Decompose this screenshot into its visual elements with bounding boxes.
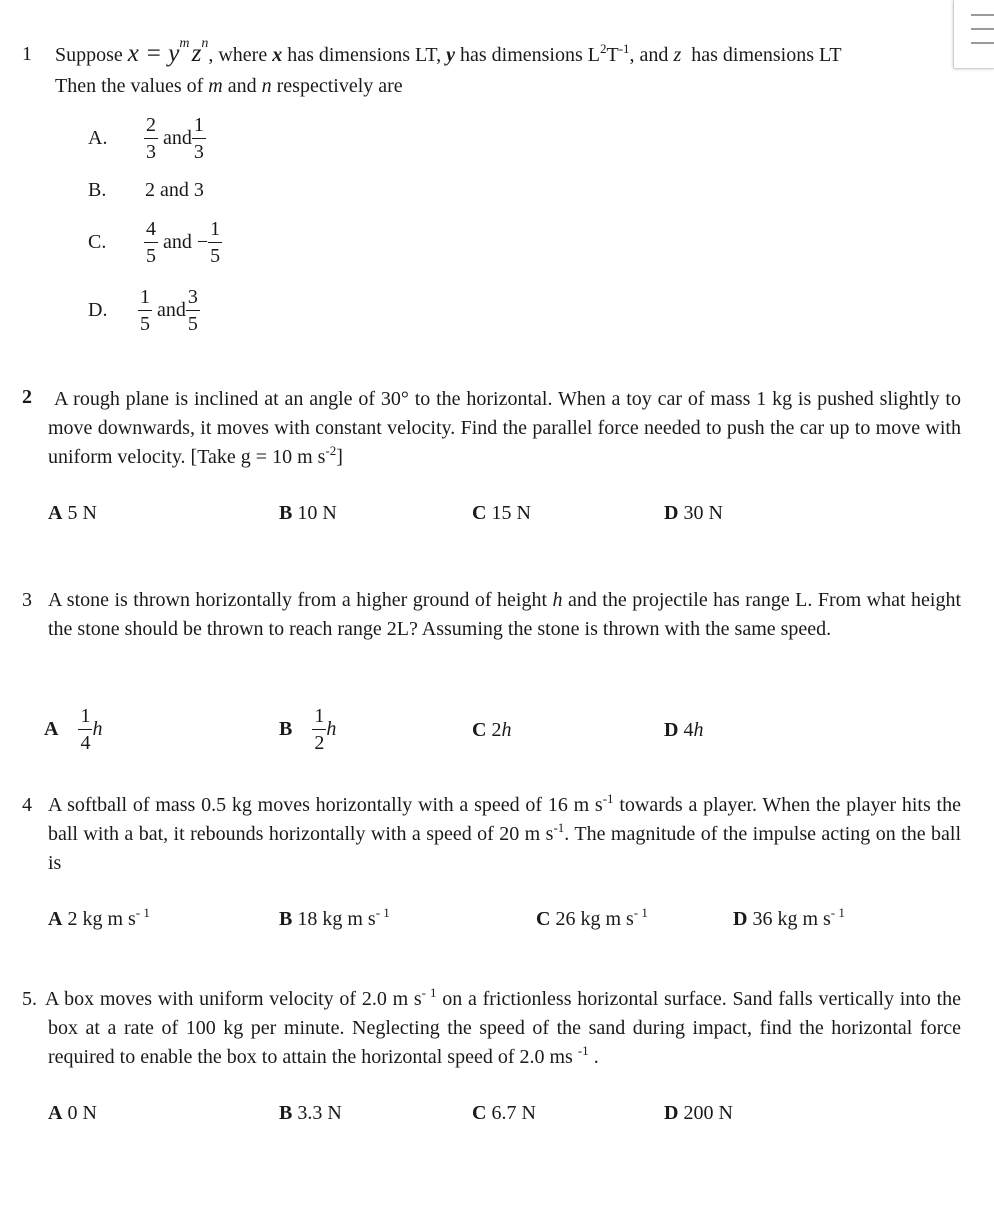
option-d[interactable]: D 200 N bbox=[664, 1102, 733, 1124]
question-stem-line-2: Then the values of m and n respectively are bbox=[55, 75, 403, 97]
menu-icon-line bbox=[971, 42, 994, 44]
fraction: $\frac{1}{3}$ bbox=[193, 114, 204, 163]
option-label: C. bbox=[88, 231, 107, 253]
option-b[interactable]: B 10 N bbox=[279, 502, 337, 524]
option-label: B. bbox=[88, 179, 107, 201]
menu-button[interactable] bbox=[953, 0, 994, 69]
option-b[interactable]: B 18 kg m $s^{- 1}$ bbox=[279, 905, 390, 930]
question-number: 3 bbox=[22, 589, 32, 611]
option-b[interactable]: B 3.3 N bbox=[279, 1102, 342, 1124]
question-stem: A rough plane is inclined at an angle of 30° to the horizontal. When a toy car of mass 1 kg is pushed slightly to move downwards, it moves with constant velocity. Find the parallel force needed to push the car up to move with uniform velocity. [Take g = 10 m $s^{-2}$] bbox=[48, 388, 961, 468]
option-label: A. bbox=[88, 127, 108, 149]
option-value: 2 and 3 bbox=[145, 179, 204, 201]
question-stem: A stone is thrown horizontally from a higher ground of height h and the projectile has range L. From what height the stone should be thrown to reach range 2L? Assuming the stone is thrown with the same speed. bbox=[48, 589, 962, 640]
fraction: $\frac{4}{5}$ bbox=[146, 218, 156, 267]
option-value: $\frac{4}{5}$ and − $\frac{1}{5}$ bbox=[146, 218, 221, 267]
option-value: $\frac{1}{5}$ and $\frac{3}{5}$ bbox=[140, 286, 198, 335]
question-stem: A softball of mass 0.5 kg moves horizontally with a speed of 16 m $s^{-1}$ towards a player. When the player hits the ball with a bat, it rebounds horizontally with a speed of 20 m $s^{-1}$. The magnitude of the impulse acting on the ball is bbox=[48, 791, 962, 874]
option-a[interactable]: A 2 kg m $s^{- 1}$ bbox=[48, 905, 150, 930]
question-number: 4 bbox=[22, 794, 32, 816]
option-c[interactable]: C 6.7 N bbox=[472, 1102, 536, 1124]
fraction: $\frac{3}{5}$ bbox=[187, 286, 198, 335]
equation: $x = y^m$ $z^n$ bbox=[127, 36, 209, 67]
option-a[interactable]: A $\frac{1}{4}$ h bbox=[44, 705, 103, 754]
option-c[interactable]: C 26 kg m $s^{- 1}$ bbox=[536, 905, 648, 930]
question-stem-line-1: Suppose $x = y^m$ $z^n$, where x has dimensions LT, y has dimensions $L^2T^{-1}$, and z has dimensions LT bbox=[55, 36, 842, 67]
option-c[interactable]: C 2h bbox=[472, 719, 512, 741]
option-d[interactable]: D 4h bbox=[664, 719, 704, 741]
option-a[interactable]: A 5 N bbox=[48, 502, 97, 524]
menu-icon bbox=[971, 14, 994, 16]
option-d[interactable]: D 30 N bbox=[664, 502, 723, 524]
fraction: $\frac{1}{5}$ bbox=[210, 218, 221, 267]
question-number: 1 bbox=[22, 43, 32, 65]
question-number: 5. bbox=[22, 988, 37, 1010]
question-number: 2 bbox=[22, 386, 32, 408]
fraction: $\frac{2}{3}$ bbox=[146, 114, 156, 163]
option-label: D. bbox=[88, 299, 108, 321]
fraction: $\frac{1}{4}$ bbox=[80, 705, 91, 754]
option-b[interactable]: B $\frac{1}{2}$ h bbox=[279, 705, 337, 754]
question-stem: A box moves with uniform velocity of 2.0 m $s^{- 1}$ on a frictionless horizontal surface. Sand falls vertically into the box at a rate of 100 kg per minute. Neglecting the speed of the sand during impact, find the horizontal force required to enable the box to attain the horizontal speed of 2.0 ms $^{-1}$ . bbox=[45, 985, 961, 1068]
option-a[interactable]: A 0 N bbox=[48, 1102, 97, 1124]
option-c[interactable]: C 15 N bbox=[472, 502, 531, 524]
fraction: $\frac{1}{2}$ bbox=[314, 705, 325, 754]
fraction: $\frac{1}{5}$ bbox=[140, 286, 150, 335]
option-value: $\frac{2}{3}$ and $\frac{1}{3}$ bbox=[146, 114, 204, 163]
menu-icon-line bbox=[971, 28, 994, 30]
option-d[interactable]: D 36 kg m $s^{- 1}$ bbox=[733, 905, 845, 930]
